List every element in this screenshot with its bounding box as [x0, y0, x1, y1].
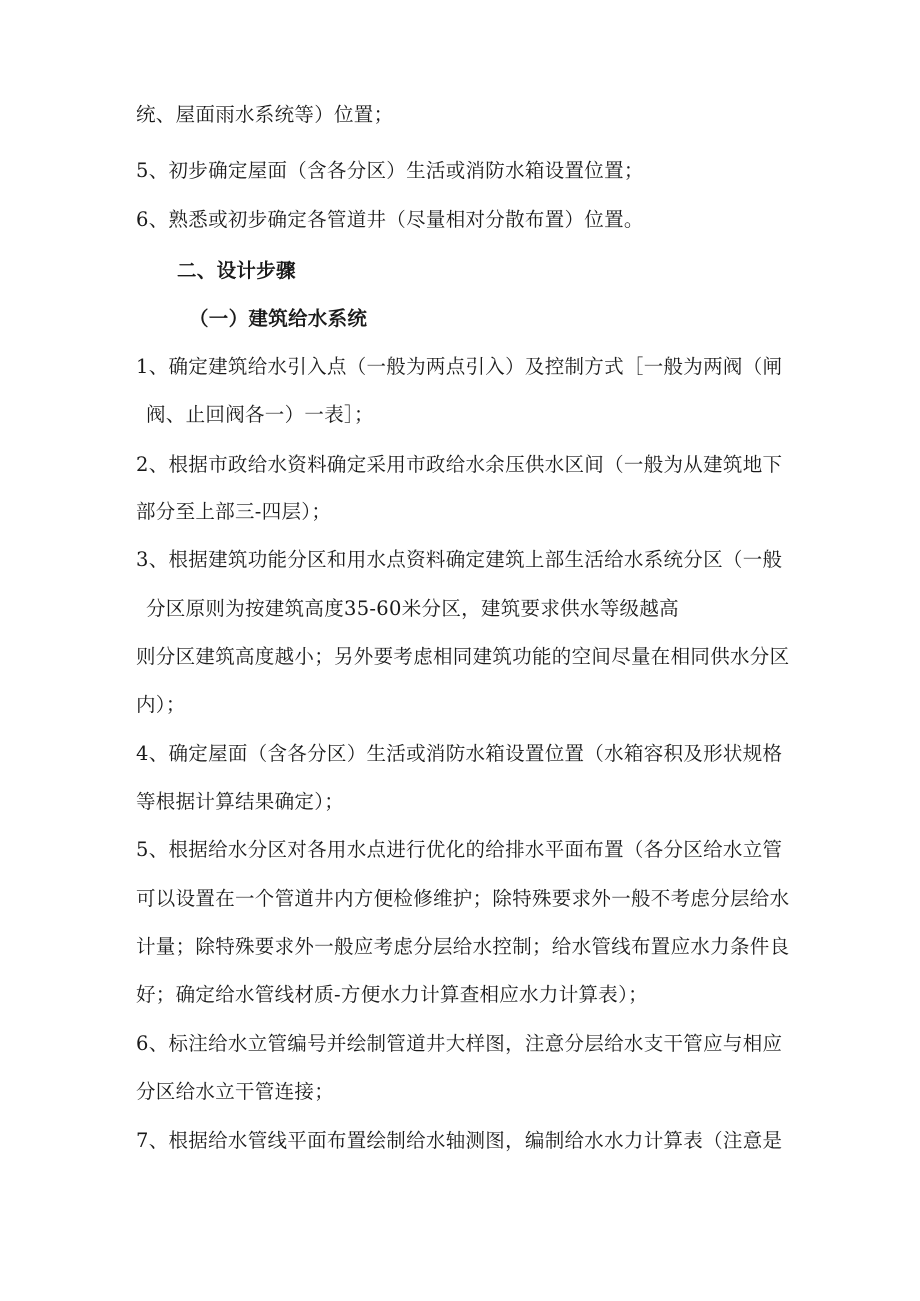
text-line: 计量；除特殊要求外一般应考虑分层给水控制；给水管线布置应水力条件良	[136, 935, 790, 958]
text-line: 好；确定给水管线材质-方便水力计算查相应水力计算表）；	[136, 983, 648, 1006]
text-line: 部分至上部三-四层）；	[136, 500, 332, 523]
text-line: 内）；	[136, 693, 186, 716]
list-item: 5、初步确定屋面（含各分区）生活或消防水箱设置位置；	[136, 159, 644, 182]
text-line: 则分区建筑高度越小；另外要考虑相同建筑功能的空间尽量在相同供水分区	[136, 645, 790, 668]
text-line: 统、屋面雨水系统等）位置；	[136, 103, 394, 126]
text-line: 等根据计算结果确定）；	[136, 790, 345, 813]
text-line: 分区给水立干管连接；	[136, 1080, 335, 1103]
subsection-heading: （一）建筑给水系统	[189, 307, 368, 330]
list-item: 6、标注给水立管编号并绘制管道井大样图，注意分层给水支干管应与相应	[136, 1032, 783, 1055]
list-item: 7、根据给水管线平面布置绘制给水轴测图，编制给水水力计算表（注意是	[136, 1129, 783, 1152]
text-line: 分区原则为按建筑高度35-60米分区，建筑要求供水等级越高	[146, 597, 679, 620]
list-item: 4、确定屋面（含各分区）生活或消防水箱设置位置（水箱容积及形状规格	[136, 742, 783, 765]
list-item: 6、熟悉或初步确定各管道井（尽量相对分散布置）位置。	[136, 208, 644, 231]
list-item: 1、确定建筑给水引入点（一般为两点引入）及控制方式［一般为两阀（闸	[136, 355, 783, 378]
text-line: 阀、止回阀各一）一表］；	[146, 403, 374, 426]
text-line: 可以设置在一个管道井内方便检修维护；除特殊要求外一般不考虑分层给水	[136, 887, 790, 910]
list-item: 5、根据给水分区对各用水点进行优化的给排水平面布置（各分区给水立管	[136, 838, 783, 861]
list-item: 2、根据市政给水资料确定采用市政给水余压供水区间（一般为从建筑地下	[136, 453, 783, 476]
list-item: 3、根据建筑功能分区和用水点资料确定建筑上部生活给水系统分区（一般	[136, 548, 783, 571]
section-heading: 二、设计步骤	[177, 259, 296, 282]
